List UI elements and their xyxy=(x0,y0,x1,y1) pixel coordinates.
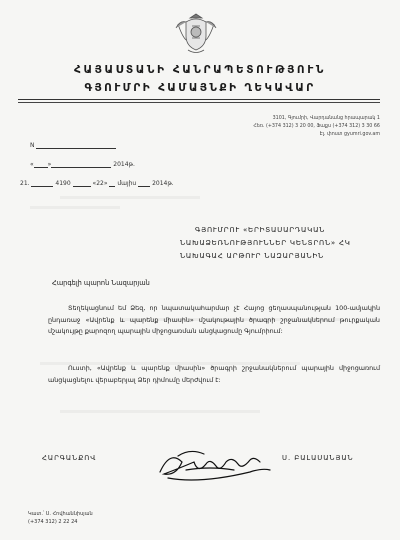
header-rule-thick xyxy=(18,99,380,100)
number-label: N xyxy=(30,142,35,149)
number-field xyxy=(30,141,116,149)
shine-through-mark xyxy=(60,410,260,413)
body-paragraph-1: Տեղեկացնում եմ Ձեզ, որ նպատակահարմար չէ Հայոց ցեղասպանության 100-ամյակին ընդառաջ «Ավրենք և պարենք միասին» մշակութային ծրագրի շրջանակներում թուրքական մշակույթը քարոզող պարային միջոցառման անցկացումը Գյումրիում: xyxy=(48,304,380,335)
ref-number: 4190 xyxy=(55,180,71,187)
handwritten-signature xyxy=(150,440,280,490)
address-line-2: Հեռ. (+374 312) 3 20 00, Ֆաքս (+374 312) 3 30 66 xyxy=(253,124,380,129)
executor-phone: (+374 312) 2 22 24 xyxy=(28,519,78,525)
ref-year: 2014թ. xyxy=(152,180,174,187)
header-rule-thin xyxy=(18,102,380,103)
number-blank xyxy=(36,141,116,149)
ref-day: 22 xyxy=(96,180,104,187)
letterhead-office: ԳՅՈՒՄՐԻ ՀԱՄԱՅՆՔԻ ՂԵԿԱՎԱՐ xyxy=(84,82,316,94)
shine-through-mark xyxy=(60,196,200,199)
letterhead-country: ՀԱՅԱՍՏԱՆԻ ՀԱՆՐԱՊԵՏՈՒԹՅՈՒՆ xyxy=(74,64,326,76)
date-year-label: 2014թ. xyxy=(113,161,135,168)
recipient-line-2: ՆԱԽԱՁԵՌՆՈՒԹՅՈՒՆՆԵՐ ԿԵՆՏՐՈՆ» ՀԿ xyxy=(180,239,351,247)
coat-of-arms-emblem xyxy=(174,10,218,56)
address-line-3: Էլ. փոստ gyumri.gov.am xyxy=(319,132,380,137)
date-field: « » 2014թ. xyxy=(30,161,135,168)
closing-respectfully: ՀԱՐԳԱՆՔՈՎ xyxy=(42,454,97,462)
reference-field: 21. 4190 «22» մայիս 2014թ. xyxy=(20,180,174,187)
address-line-1: 3101, Գյումրի, Վարդանանց հրապարակ 1 xyxy=(272,116,380,121)
signatory-name: Ս. ԲԱԼԱՍԱՆՅԱՆ xyxy=(282,454,354,462)
executor-name: Կատ.՝ Ս. Հովհաննիսյան xyxy=(28,511,93,517)
body-paragraph-2: Ուստի, «Ավրենք և պարենք միասին» ծրագրի շրջանակներում պարային միջոցառում անցկացնելու վերաբերյալ Ձեր դիմումը մերժվում է: xyxy=(48,364,380,384)
ref-prefix: 21. xyxy=(20,180,30,187)
salutation: Հարգելի պարոն Նազարյան xyxy=(52,279,150,287)
ref-month: մայիս xyxy=(117,180,137,187)
shine-through-mark xyxy=(30,206,120,209)
recipient-line-3: ՆԱԽԱԳԱՀ ԱՐԹՈՒՐ ՆԱԶԱՐՅԱՆԻՆ xyxy=(180,252,324,260)
recipient-line-1: ԳՅՈՒՄՐՈՒ «ԵՐԻՏԱՍԱՐԴԱԿԱՆ xyxy=(195,226,326,234)
